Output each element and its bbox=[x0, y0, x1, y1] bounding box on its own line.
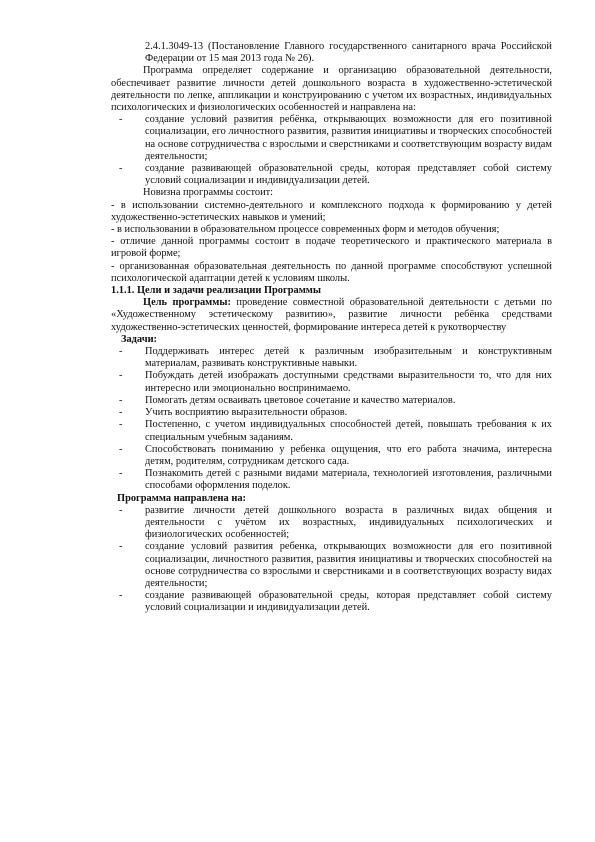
list-item: - Познакомить детей с разными видами материала, технологией изготовления, различными способами оформления поделок. bbox=[119, 468, 552, 492]
novelty-item: - организованная образовательная деятельность по данной программе способствуют успешной психологической адаптации детей к условиям школы. bbox=[111, 260, 552, 284]
goal-paragraph bbox=[111, 297, 552, 334]
aims-list-1 bbox=[111, 114, 552, 187]
sanpin-reference: 2.4.1.3049-13 (Постановление Главного государственного санитарного врача Российской Федерации от 15 мая 2013 года № 26). bbox=[145, 41, 552, 65]
list-item: - Учить восприятию выразительности образов. bbox=[119, 407, 348, 419]
list-item: - развитие личности детей дошкольного возраста в различных видах общения и деятельности с учётом их возрастных, индивидуальных психологических и физиологических особенностей; bbox=[119, 504, 552, 541]
goal-text: проведение совместной образовательной деятельности с детьми по «Художественному эстетическому развитию», развитие личности ребёнка средствами художественно-эстетических ценностей, формирование интереса детей к рукотворчеству bbox=[111, 297, 552, 333]
novelty-item: - в использовании системно-деятельного и комплексного подхода к формированию у детей художественно-эстетических навыков и умений; bbox=[111, 199, 552, 223]
goal-label: Цель программы: bbox=[143, 297, 231, 309]
tasks-list bbox=[111, 346, 552, 492]
novelty-item: - в использовании в образовательном процессе современных форм и методов обучения; bbox=[111, 224, 500, 236]
list-item: - Помогать детям осваивать цветовое сочетание и качество материалов. bbox=[119, 394, 456, 406]
aims-list-2 bbox=[111, 505, 552, 615]
novelty-title: Новизна программы состоит: bbox=[143, 187, 274, 199]
section-heading: 1.1.1. Цели и задачи реализации Программы bbox=[111, 285, 321, 297]
tasks-label: Задачи: bbox=[121, 333, 158, 345]
intro-paragraph: Программа определяет содержание и организацию образовательной деятельности, обеспечивает развитие личности детей дошкольного возраста в художественно-эстетической деятельности по лепке, аппликации и конструированию с учетом их возрастных, индивидуальных психологических и физиологических особенностей и направлена на: bbox=[111, 65, 552, 114]
novelty-item: - отличие данной программы состоит в подаче теоретического и практического материала в игровой форме; bbox=[111, 236, 552, 260]
list-item: - Способствовать пониманию у ребенка ощущения, что его работа значима, интересна детям, родителям, сотрудникам детского сада. bbox=[119, 443, 552, 467]
directed-label: Программа направлена на: bbox=[117, 492, 246, 504]
list-item: - создание развивающей образовательной среды, которая представляет собой систему условий социализации и индивидуализации детей. bbox=[119, 163, 552, 187]
list-item: - создание условий развития ребёнка, открывающих возможности для его позитивной социализации, его личностного развития, развития инициативы и творческих способностей на основе сотрудничества с взрослыми и сверстниками и соответствующим возрасту видам деятельности; bbox=[119, 114, 552, 162]
list-item: - создание развивающей образовательной среды, которая представляет собой систему условий социализации и индивидуализации детей. bbox=[119, 590, 552, 614]
document-content bbox=[111, 41, 552, 615]
list-item: - Побуждать детей изображать доступными средствами выразительности то, что для них интересно или эмоционально воспринимаемо. bbox=[119, 370, 552, 394]
list-item: - Поддерживать интерес детей к различным изобразительным и конструктивным материалам, развивать конструктивные навыки. bbox=[119, 346, 552, 370]
list-item: - Постепенно, с учетом индивидуальных способностей детей, повышать требования к их специальным учебным заданиям. bbox=[119, 419, 552, 443]
list-item: - создание условий развития ребенка, открывающих возможности для его позитивной социализации, личностного развития, развития инициативы и творческих способностей на основе сотрудничества со взрослыми и сверстниками и в соответствующих возрасту видах деятельности; bbox=[119, 541, 552, 589]
